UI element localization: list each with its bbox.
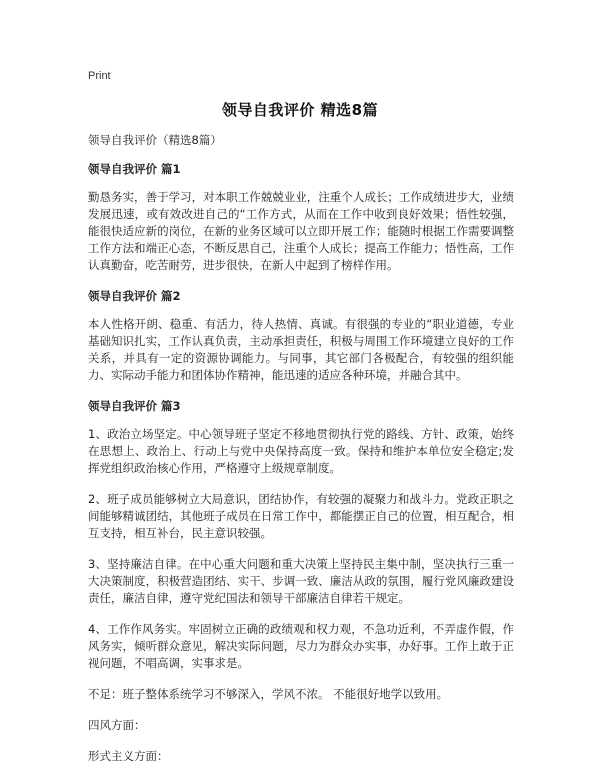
section-1 [88,161,514,274]
page-title: 领导自我评价 精选8篇 [221,101,379,119]
section-paragraph: 4、工作作风务实。牢固树立正确的政绩观和权力观，不急功近利，不弄虚作假，作风务实，倾听群众意见，解决实际问题，尽力为群众办实事，办好事。工作上敢于正视问题，不唱高调，实事求是。 [88,622,514,670]
section-paragraph: 不足：班子整体系统学习不够深入，学风不浓。 不能很好地学以致用。 [88,687,449,701]
section-paragraph: 1、政治立场坚定。中心领导班子坚定不移地贯彻执行党的路线、方针、政策，始终在思想上、政治上、行动上与党中央保持高度一致。保持和维护本单位安全稳定;发挥党组织政治核心作用，严格遵守上级规章制度。 [88,427,514,475]
section-paragraph: 2、班子成员能够树立大局意识，团结协作，有较强的凝聚力和战斗力。党政正职之间能够精诚团结，其他班子成员在日常工作中，都能摆正自己的位置，相互配合，相互支持，相互补台，民主意识较强。 [88,492,514,540]
section-heading: 领导自我评价 篇2 [88,289,181,303]
section-paragraph: 形式主义方面： [88,749,169,763]
section-2 [88,288,514,384]
section-paragraph: 3、坚持廉洁自律。在中心重大问题和重大决策上坚持民主集中制，坚决执行三重一大决策制度，积极营造团结、实干、步调一致、廉洁从政的氛围，履行党风廉政建设责任，廉洁自律，遵守党纪国法和领导干部廉洁自律若干规定。 [88,557,514,605]
section-paragraph: 勤恳务实，善于学习，对本职工作兢兢业业，注重个人成长；工作成绩进步大，业绩发展迅速，或有效改进自己的“工作方式，从而在工作中收到良好效果；悟性较强，能很快适应新的岗位，在新的业务区域可以立即开展工作；能随时根据工作需要调整工作方法和端正心态，不断反思自己，注重个人成长；提高工作能力；悟性高，工作认真勤奋，吃苦耐劳，进步很快，在新人中起到了榜样作用。 [88,190,514,272]
print-link[interactable]: Print [88,70,111,82]
document-body [88,132,514,779]
section-heading: 领导自我评价 篇3 [88,399,181,413]
section-paragraph: 本人性格开朗、稳重、有活力，待人热情、真诚。有很强的专业的“职业道德，专业基础知识扎实，工作认真负责，主动承担责任，积极与周围工作环境建立良好的工作关系，并具有一定的资源协调能力。与同事，其它部门各极配合，有较强的组织能力、实际动手能力和团体协作精神，能迅速的适应各种环境，并融合其中。 [88,317,514,382]
section-3 [88,398,514,765]
document-subtitle: 领导自我评价（精选8篇） [88,133,222,147]
section-heading: 领导自我评价 篇1 [88,162,181,176]
section-paragraph: 四风方面： [88,718,146,732]
